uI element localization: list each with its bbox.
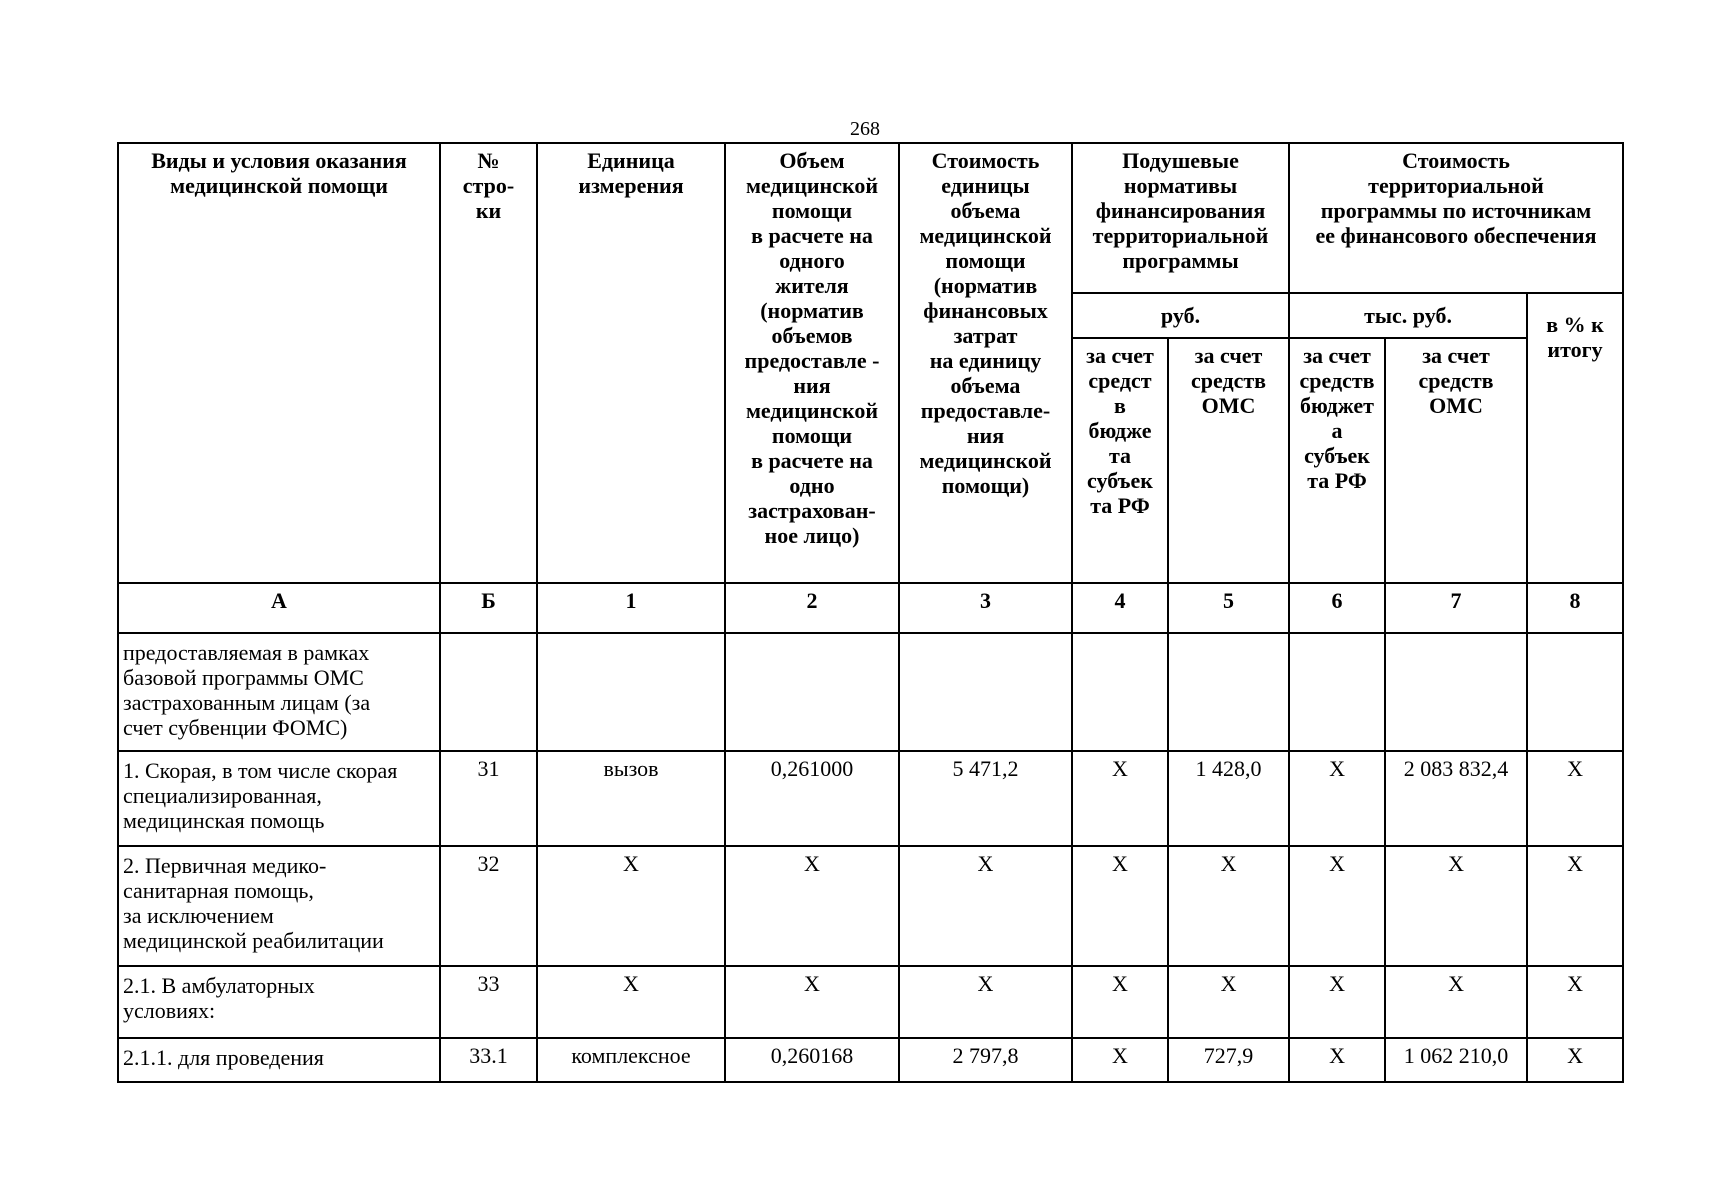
table-cell: X — [1289, 1038, 1385, 1082]
column-number: 6 — [1289, 583, 1385, 633]
header-col-6: за счет средств бюджет а субъек та РФ — [1289, 338, 1385, 583]
table-cell: 727,9 — [1168, 1038, 1289, 1082]
table-cell: 2 083 832,4 — [1385, 751, 1527, 846]
table-cell: X — [1168, 846, 1289, 966]
header-col-7: за счет средств ОМС — [1385, 338, 1527, 583]
header-percent-total: в % к итогу — [1527, 293, 1623, 583]
table-cell: X — [1072, 1038, 1168, 1082]
page-number: 268 — [850, 118, 880, 140]
table-cell: 2 797,8 — [899, 1038, 1072, 1082]
header-unit-rub: руб. — [1072, 293, 1289, 338]
table-cell: X — [725, 846, 899, 966]
table-row — [118, 846, 1623, 966]
table-cell: X — [1289, 966, 1385, 1038]
table-cell: 1 062 210,0 — [1385, 1038, 1527, 1082]
table-cell: комплексное — [537, 1038, 725, 1082]
table-cell: 0,260168 — [725, 1038, 899, 1082]
table-cell: X — [1072, 751, 1168, 846]
column-number: 3 — [899, 583, 1072, 633]
row-name: 1. Скорая, в том числе скорая специализированная, медицинская помощь — [118, 751, 440, 846]
table-cell: 33.1 — [440, 1038, 537, 1082]
table-cell: вызов — [537, 751, 725, 846]
table-cell: X — [1527, 846, 1623, 966]
header-col-5: за счет средств ОМС — [1168, 338, 1289, 583]
column-number: 4 — [1072, 583, 1168, 633]
table-cell: 32 — [440, 846, 537, 966]
header-col-4: за счет средст в бюдже та субъек та РФ — [1072, 338, 1168, 583]
column-number: Б — [440, 583, 537, 633]
row-name: 2.1.1. для проведения — [118, 1038, 440, 1082]
column-number: 2 — [725, 583, 899, 633]
table-cell: X — [899, 966, 1072, 1038]
table-cell: 1 428,0 — [1168, 751, 1289, 846]
table-cell: X — [725, 966, 899, 1038]
header-type-conditions: Виды и условия оказания медицинской помощи — [118, 143, 440, 583]
column-number: 7 — [1385, 583, 1527, 633]
table-cell: 31 — [440, 751, 537, 846]
table-cell: X — [1527, 1038, 1623, 1082]
table-cell: X — [1385, 966, 1527, 1038]
table-cell: X — [1289, 751, 1385, 846]
column-number: 8 — [1527, 583, 1623, 633]
header-unit-thousand-rub: тыс. руб. — [1289, 293, 1527, 338]
table-cell: X — [1072, 846, 1168, 966]
header-program-cost: Стоимость территориальной программы по источникам ее финансового обеспечения — [1289, 143, 1623, 293]
column-number-row — [118, 583, 1623, 633]
table-cell: X — [1168, 966, 1289, 1038]
table-cell: X — [537, 846, 725, 966]
column-number: 5 — [1168, 583, 1289, 633]
table-cell: X — [1072, 966, 1168, 1038]
table-cell: 5 471,2 — [899, 751, 1072, 846]
table-row — [118, 966, 1623, 1038]
header-unit: Единица измерения — [537, 143, 725, 583]
column-number: 1 — [537, 583, 725, 633]
table-cell: 33 — [440, 966, 537, 1038]
table-cell: X — [1289, 846, 1385, 966]
table-row — [118, 1038, 1623, 1082]
table-row — [118, 633, 1623, 751]
row-name: предоставляемая в рамках базовой программы ОМС застрахованным лицам (за счет субвенции ФОМС) — [118, 633, 440, 751]
table-cell: X — [899, 846, 1072, 966]
header-volume: Объем медицинской помощи в расчете на одного жителя (норматив объемов предоставле - ния медицинской помощи в расчете на одно застрахован- ное лицо) — [725, 143, 899, 583]
header-per-capita-norms: Подушевые нормативы финансирования территориальной программы — [1072, 143, 1289, 293]
row-name: 2. Первичная медико- санитарная помощь, за исключением медицинской реабилитации — [118, 846, 440, 966]
table-cell: 0,261000 — [725, 751, 899, 846]
table-cell: X — [1527, 751, 1623, 846]
table-cell: X — [1385, 846, 1527, 966]
row-name: 2.1. В амбулаторных условиях: — [118, 966, 440, 1038]
table-cell: X — [1527, 966, 1623, 1038]
header-row-number: № стро- ки — [440, 143, 537, 583]
financing-table — [117, 142, 1624, 1083]
column-number: А — [118, 583, 440, 633]
table-cell: X — [537, 966, 725, 1038]
header-unit-cost: Стоимость единицы объема медицинской помощи (норматив финансовых затрат на единицу объема предоставле- ния медицинской помощи) — [899, 143, 1072, 583]
table-row — [118, 751, 1623, 846]
